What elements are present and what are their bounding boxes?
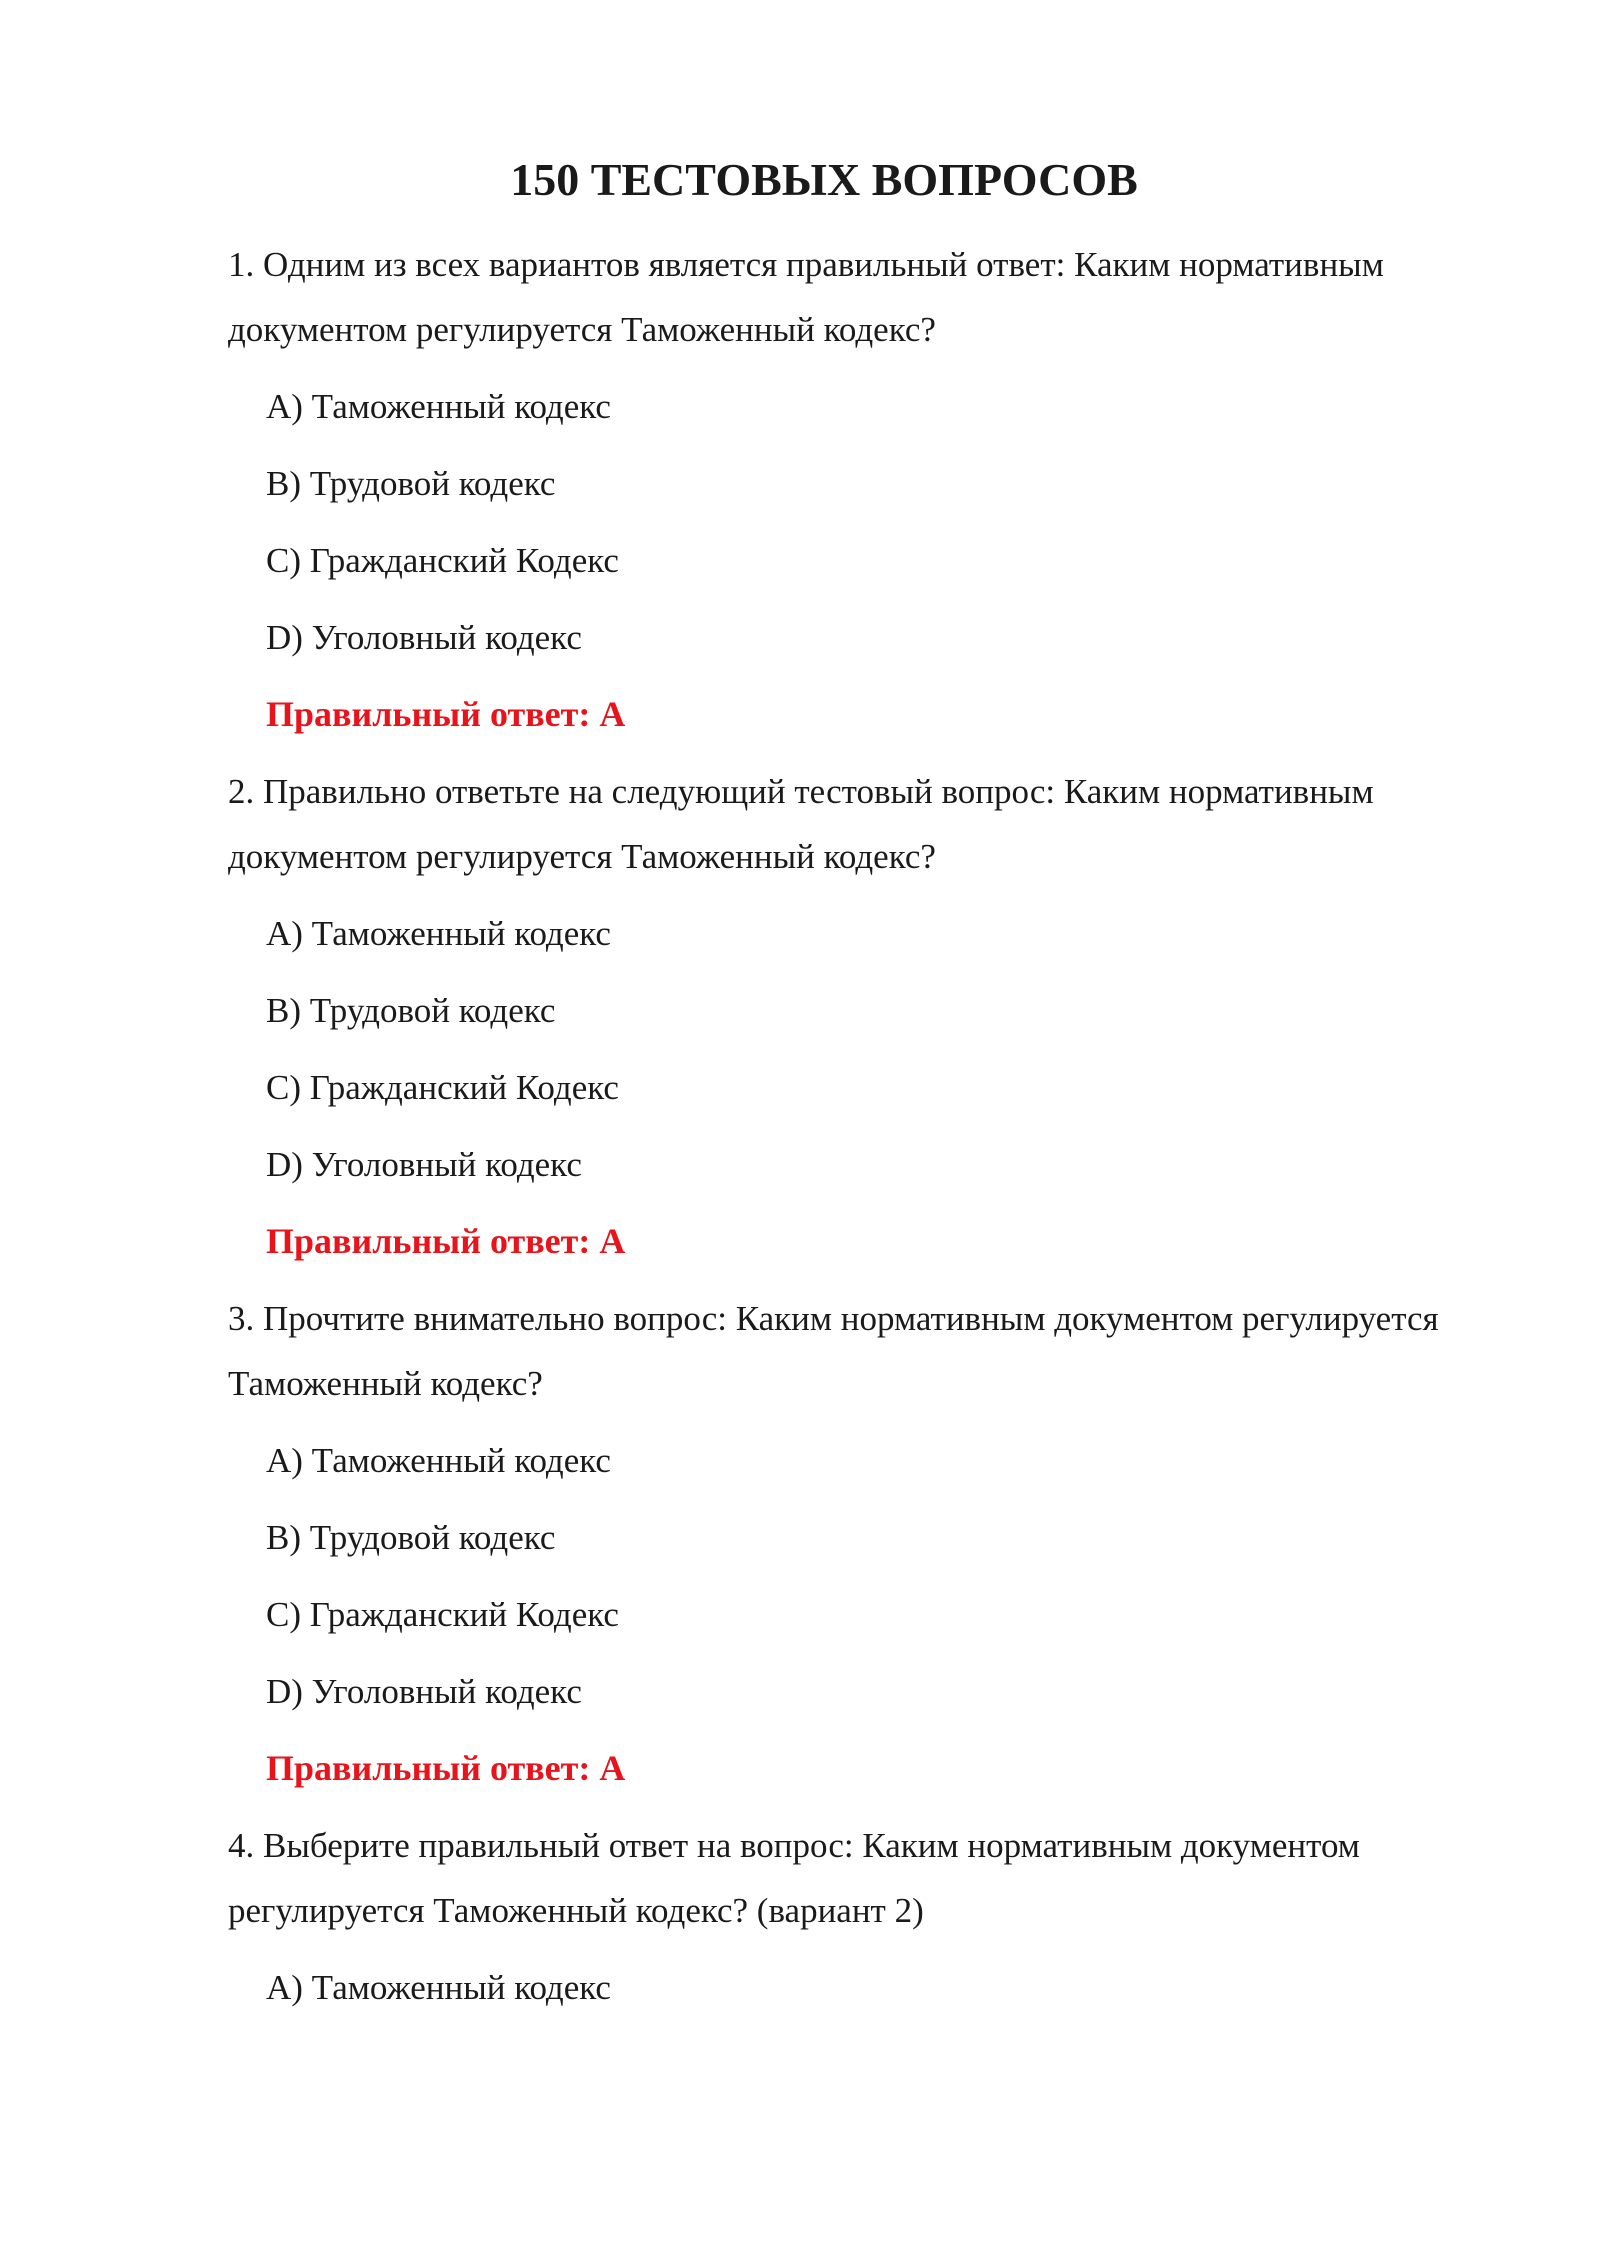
correct-answer-label: Правильный ответ: <box>266 1748 591 1788</box>
option-a: A) Таможенный кодекс <box>266 387 611 426</box>
option-list <box>228 911 1480 1187</box>
option-c: C) Гражданский Кодекс <box>266 1068 619 1107</box>
option-a: A) Таможенный кодекс <box>266 1441 611 1480</box>
question-4 <box>228 1813 1480 2010</box>
question-text: 3. Прочтите внимательно вопрос: Каким нормативным документом регулируется Таможенный кодекс? <box>228 1299 1439 1403</box>
option-list <box>228 384 1480 660</box>
option-d: D) Уголовный кодекс <box>266 1672 582 1711</box>
option-a: A) Таможенный кодекс <box>266 1968 611 2007</box>
option-list <box>228 1965 1480 2010</box>
option-a: A) Таможенный кодекс <box>266 914 611 953</box>
option-c: C) Гражданский Кодекс <box>266 1595 619 1634</box>
option-b: B) Трудовой кодекс <box>266 991 556 1030</box>
correct-answer-value: A <box>599 1748 626 1788</box>
correct-answer-value: A <box>599 1221 626 1261</box>
correct-answer <box>266 1219 1480 1264</box>
option-d: D) Уголовный кодекс <box>266 618 582 657</box>
question-2 <box>228 759 1480 1264</box>
correct-answer <box>266 692 1480 737</box>
question-1 <box>228 232 1480 737</box>
document-title: 150 ТЕСТОВЫХ ВОПРОСОВ <box>510 154 1138 205</box>
question-text: 4. Выберите правильный ответ на вопрос: Каким нормативным документом регулируется Таможенный кодекс? (вариант 2) <box>228 1826 1360 1930</box>
question-text: 1. Одним из всех вариантов является правильный ответ: Каким нормативным документом регулируется Таможенный кодекс? <box>228 245 1384 349</box>
option-list <box>228 1438 1480 1714</box>
correct-answer-value: A <box>599 694 626 734</box>
option-c: C) Гражданский Кодекс <box>266 541 619 580</box>
question-text: 2. Правильно ответьте на следующий тестовый вопрос: Каким нормативным документом регулируется Таможенный кодекс? <box>228 772 1374 876</box>
option-b: B) Трудовой кодекс <box>266 464 556 503</box>
correct-answer-label: Правильный ответ: <box>266 694 591 734</box>
question-3 <box>228 1286 1480 1791</box>
option-b: B) Трудовой кодекс <box>266 1518 556 1557</box>
correct-answer <box>266 1746 1480 1791</box>
correct-answer-label: Правильный ответ: <box>266 1221 591 1261</box>
option-d: D) Уголовный кодекс <box>266 1145 582 1184</box>
